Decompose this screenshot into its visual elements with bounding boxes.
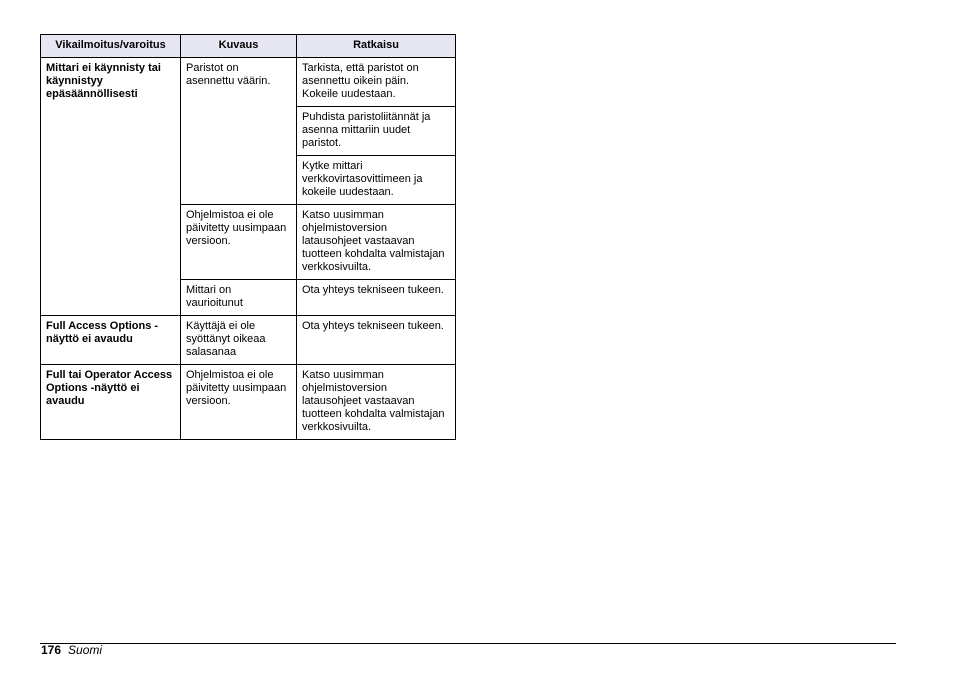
cause-cell: Ohjelmistoa ei ole päivitetty uusimpaan versioon. [181,365,297,440]
table-row [41,365,456,440]
fault-cell: Mittari ei käynnisty tai käynnistyy epäsäännöllisesti [41,58,181,316]
solution-cell: Ota yhteys tekniseen tukeen. [297,316,456,365]
page-footer [41,643,102,657]
troubleshooting-table [40,34,456,440]
cause-cell: Mittari on vaurioitunut [181,280,297,316]
solution-cell: Katso uusimman ohjelmistoversion latausohjeet vastaavan tuotteen kohdalta valmistajan verkkosivuilta. [297,365,456,440]
column-header-fault: Vikailmoitus/varoitus [41,35,181,58]
cause-cell: Ohjelmistoa ei ole päivitetty uusimpaan versioon. [181,205,297,280]
page-number: 176 [41,643,62,657]
solution-cell: Ota yhteys tekniseen tukeen. [297,280,456,316]
cause-cell: Paristot on asennettu väärin. [181,58,297,205]
footer-language: Suomi [68,643,103,657]
solution-cell: Tarkista, että paristot on asennettu oikein päin. Kokeile uudestaan. [297,58,456,107]
column-header-solution: Ratkaisu [297,35,456,58]
solution-cell: Katso uusimman ohjelmistoversion latausohjeet vastaavan tuotteen kohdalta valmistajan verkkosivuilta. [297,205,456,280]
fault-cell: Full tai Operator Access Options -näyttö ei avaudu [41,365,181,440]
solution-cell: Puhdista paristoliitännät ja asenna mittariin uudet paristot. [297,107,456,156]
cause-cell: Käyttäjä ei ole syöttänyt oikeaa salasanaa [181,316,297,365]
fault-cell: Full Access Options - näyttö ei avaudu [41,316,181,365]
table-header-row [41,35,456,58]
column-header-description: Kuvaus [181,35,297,58]
footer-divider [40,643,896,644]
table-row [41,316,456,365]
solution-cell: Kytke mittari verkkovirtasovittimeen ja kokeile uudestaan. [297,156,456,205]
table-row [41,58,456,107]
